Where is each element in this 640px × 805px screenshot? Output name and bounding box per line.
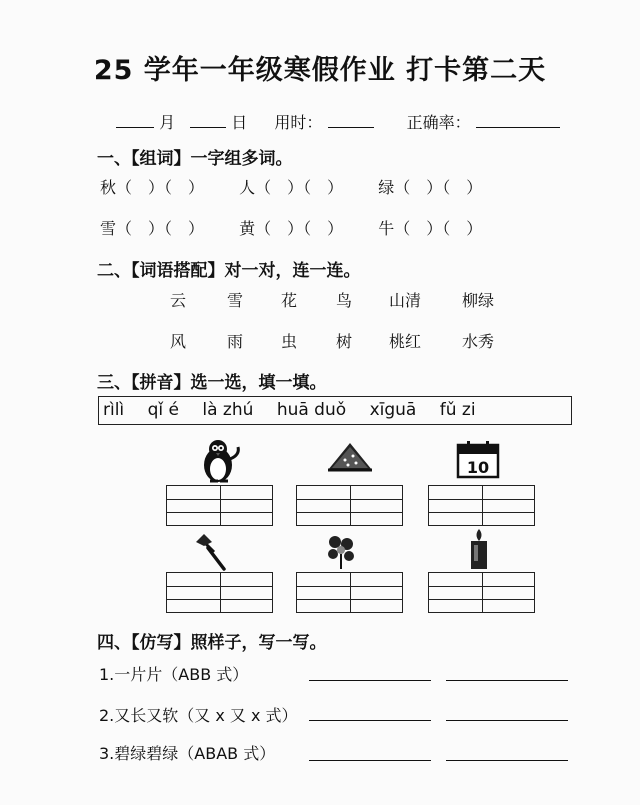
penguin-icon — [196, 437, 246, 485]
match-word[interactable]: 花 — [281, 291, 298, 310]
flower-icon — [323, 532, 359, 570]
match-word[interactable]: 柳绿 — [462, 291, 495, 310]
section2-heading: 二、【词语搭配】对一对，连一连。 — [97, 261, 361, 281]
section1-row1 — [100, 175, 512, 198]
answer-line[interactable] — [309, 680, 431, 681]
word-group-item: 人（ ）（ ） — [239, 178, 344, 197]
pinyin-answer-grid[interactable] — [296, 572, 403, 613]
word-group-item: 黄（ ）（ ） — [239, 219, 344, 238]
pinyin-choices-box — [98, 396, 572, 425]
page-title: 25 学年一年级寒假作业 打卡第二天 — [93, 55, 547, 86]
word-group-item: 秋（ ）（ ） — [100, 178, 205, 197]
imitation-item: 1.一片片（ABB 式） — [99, 665, 249, 684]
pinyin-answer-grid[interactable] — [296, 485, 403, 526]
pinyin-option[interactable]: là zhú — [202, 400, 254, 420]
calendar-icon — [455, 440, 501, 480]
candle-icon — [464, 527, 494, 571]
month-blank[interactable] — [116, 126, 154, 128]
meta-line — [116, 110, 560, 133]
pinyin-answer-grid[interactable] — [166, 485, 273, 526]
match-word[interactable]: 虫 — [281, 332, 298, 351]
day-blank[interactable] — [190, 126, 226, 128]
pinyin-option[interactable]: fǔ zi — [439, 400, 476, 420]
day-label: 日 — [231, 113, 248, 132]
pinyin-answer-grid[interactable] — [166, 572, 273, 613]
pinyin-answer-grid[interactable] — [428, 485, 535, 526]
match-word[interactable]: 水秀 — [462, 332, 495, 351]
answer-line[interactable] — [446, 760, 568, 761]
answer-line[interactable] — [446, 680, 568, 681]
word-group-item: 绿（ ）（ ） — [378, 178, 483, 197]
accuracy-blank[interactable] — [476, 126, 560, 128]
match-word[interactable]: 山清 — [389, 291, 422, 310]
match-word[interactable]: 鸟 — [336, 291, 353, 310]
watermelon-icon — [325, 440, 375, 474]
word-group-item: 牛（ ）（ ） — [378, 219, 483, 238]
section4-heading: 四、【仿写】照样子，写一写。 — [97, 633, 327, 653]
answer-line[interactable] — [309, 720, 431, 721]
imitation-item: 3.碧绿碧绿（ABAB 式） — [99, 744, 276, 763]
pinyin-option[interactable]: xīguā — [369, 400, 417, 420]
pinyin-answer-grid[interactable] — [428, 572, 535, 613]
match-word[interactable]: 桃红 — [389, 332, 422, 351]
pinyin-option[interactable]: huā duǒ — [276, 400, 347, 420]
match-word[interactable]: 树 — [336, 332, 353, 351]
match-word[interactable]: 雨 — [227, 332, 244, 351]
match-word[interactable]: 风 — [170, 332, 187, 351]
month-label: 月 — [159, 113, 176, 132]
pinyin-option[interactable]: qǐ é — [147, 400, 179, 420]
svg-text:10: 10 — [466, 458, 490, 477]
imitation-item: 2.又长又软（又 x 又 x 式） — [99, 706, 298, 725]
axe-icon — [194, 532, 230, 572]
accuracy-label: 正确率： — [406, 113, 471, 132]
answer-line[interactable] — [309, 760, 431, 761]
pinyin-option[interactable]: rìlì — [103, 400, 125, 420]
section1-heading: 一、【组词】一字组多词。 — [97, 149, 293, 169]
answer-line[interactable] — [446, 720, 568, 721]
section1-row2 — [100, 216, 512, 239]
match-word[interactable]: 云 — [170, 291, 187, 310]
time-label: 用时： — [274, 113, 323, 132]
match-word[interactable]: 雪 — [227, 291, 244, 310]
time-blank[interactable] — [328, 126, 374, 128]
section3-heading: 三、【拼音】选一选，填一填。 — [97, 373, 327, 393]
word-group-item: 雪（ ）（ ） — [100, 219, 205, 238]
